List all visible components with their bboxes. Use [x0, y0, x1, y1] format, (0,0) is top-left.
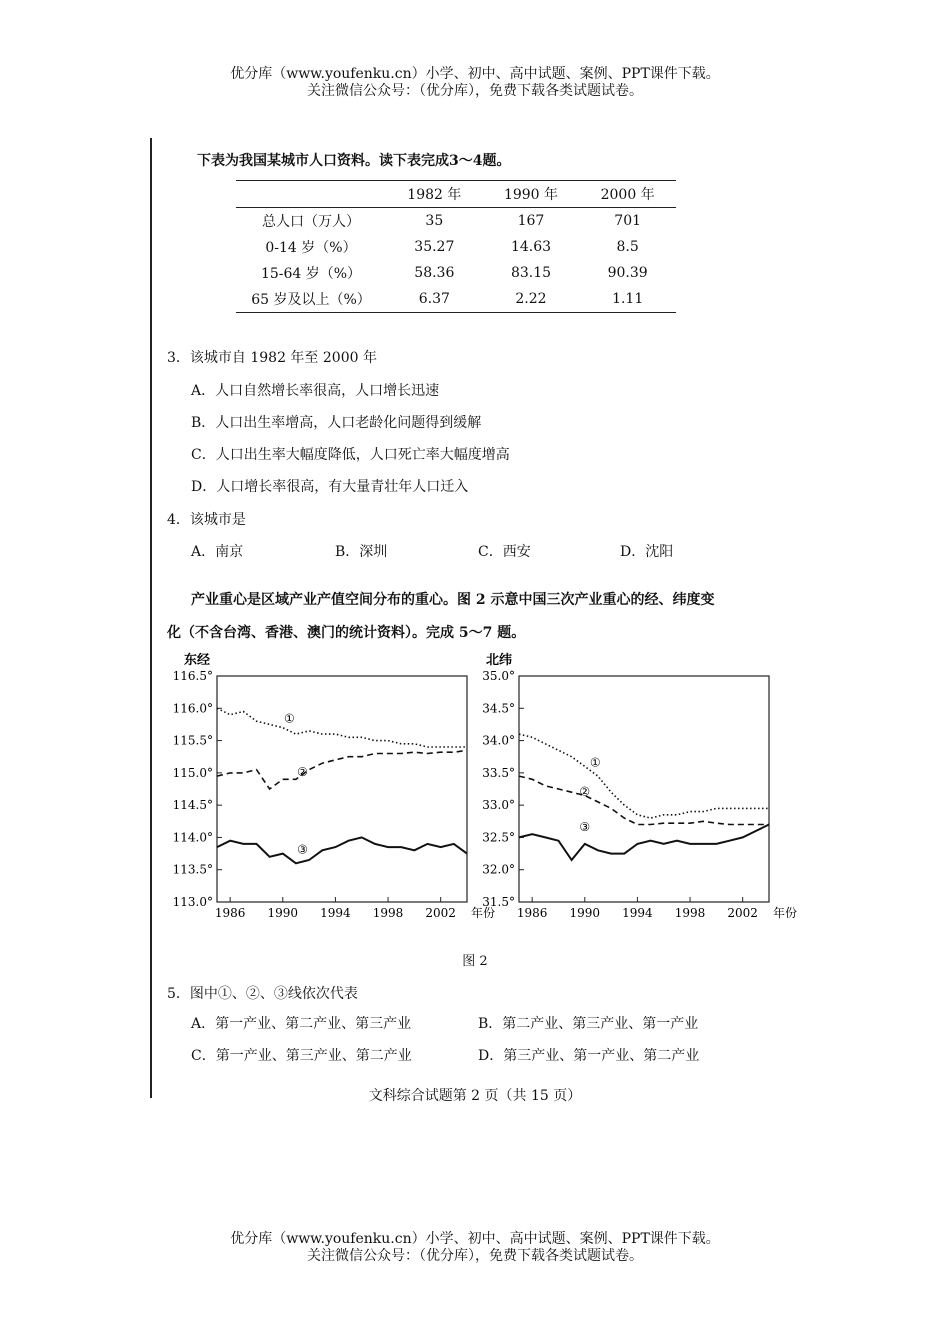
y-tick-label: 116.5° — [172, 669, 213, 683]
top-banner — [0, 66, 950, 100]
banner-line-1: 优分库（www.youfenku.cn）小学、初中、高中试题、案例、PPT课件下载。 — [230, 66, 720, 82]
y-tick-label: 114.0° — [172, 830, 213, 845]
series-line-3 — [217, 837, 467, 863]
q5-option-d[interactable]: D．第三产业、第一产业、第二产业 — [478, 1048, 700, 1064]
q4-option-d[interactable]: D．沈阳 — [620, 544, 674, 560]
plot-frame — [519, 676, 769, 902]
banner-line-1: 优分库（www.youfenku.cn）小学、初中、高中试题、案例、PPT课件下载。 — [230, 1231, 720, 1247]
q4-option-b[interactable]: B．深圳 — [335, 544, 388, 560]
chart-intro-line-1: 产业重心是区域产业产值空间分布的重心。图 2 示意中国三次产业重心的经、纬度变 — [191, 592, 715, 608]
table-cell: 35.27 — [414, 239, 455, 255]
chart-intro-line-2: 化（不含台湾、香港、澳门的统计资料）。完成 5～7 题。 — [167, 625, 526, 641]
x-tick-label: 1986 — [516, 906, 548, 920]
plot-frame — [217, 676, 467, 902]
q5-option-a[interactable]: A．第一产业、第二产业、第三产业 — [191, 1016, 412, 1032]
table-cell: 90.39 — [607, 265, 648, 281]
table-row — [236, 260, 676, 286]
table-header-row — [236, 181, 676, 208]
row-label: 0-14 岁（%） — [265, 240, 357, 256]
y-tick-label: 116.0° — [172, 701, 213, 716]
q4-option-a[interactable]: A．南京 — [191, 544, 244, 560]
row-label: 总人口（万人） — [262, 214, 360, 230]
table-row — [236, 286, 676, 313]
q5-option-b[interactable]: B．第二产业、第三产业、第一产业 — [478, 1016, 699, 1032]
y-tick-label: 33.5° — [482, 765, 515, 780]
table-cell: 6.37 — [386, 286, 483, 313]
x-tick-label: 2002 — [727, 906, 758, 920]
table-col-header: 1990 年 — [483, 181, 580, 208]
y-tick-label: 114.5° — [172, 798, 213, 813]
x-tick-label: 1994 — [320, 906, 351, 920]
series-label-2: ② — [579, 784, 591, 799]
q5-stem: 5．图中①、②、③线依次代表 — [167, 986, 358, 1002]
longitude-chart — [170, 646, 496, 936]
series-line-1 — [519, 734, 769, 818]
y-tick-label: 35.0° — [482, 669, 515, 683]
x-tick-label: 1994 — [622, 906, 653, 920]
population-table — [236, 180, 676, 313]
x-tick-label: 1990 — [569, 906, 601, 920]
banner-line-2: 关注微信公众号：（优分库），免费下载各类试题试卷。 — [307, 83, 643, 99]
table-col-header — [236, 181, 386, 208]
series-label-1: ① — [589, 755, 601, 770]
q4-option-c[interactable]: C．西安 — [478, 544, 531, 560]
x-tick-label: 1990 — [267, 906, 299, 920]
table-cell: 8.5 — [616, 239, 639, 255]
page-footer: 文科综合试题第 2 页（共 15 页） — [368, 1088, 582, 1104]
banner-line-2: 关注微信公众号：（优分库），免费下载各类试题试卷。 — [307, 1248, 643, 1264]
table-cell: 167 — [517, 213, 545, 229]
y-axis-title: 北纬 — [486, 653, 513, 668]
series-label-2: ② — [297, 765, 308, 780]
x-tick-label: 1998 — [674, 906, 706, 920]
table-row — [236, 234, 676, 260]
series-line-2 — [217, 750, 467, 789]
table-col-header: 1982 年 — [386, 181, 483, 208]
bottom-banner — [0, 1231, 950, 1265]
table-cell: 58.36 — [414, 265, 455, 281]
y-tick-label: 34.5° — [482, 701, 515, 716]
latitude-chart — [472, 646, 798, 936]
x-tick-label: 2002 — [425, 906, 456, 920]
table-cell: 14.63 — [510, 239, 552, 255]
table-intro: 下表为我国某城市人口资料。读下表完成3～4题。 — [197, 153, 511, 169]
x-tick-label: 1986 — [214, 906, 246, 920]
y-tick-label: 32.0° — [482, 862, 515, 877]
series-label-1: ① — [283, 711, 295, 726]
row-label: 65 岁及以上（%） — [236, 286, 386, 313]
table-cell: 701 — [614, 213, 642, 229]
table-cell: 1.11 — [579, 286, 676, 313]
q4-stem: 4．该城市是 — [167, 512, 246, 528]
y-tick-label: 115.5° — [172, 733, 213, 748]
series-line-1 — [217, 708, 467, 747]
figure-caption: 图 2 — [462, 954, 488, 969]
y-tick-label: 113.5° — [172, 862, 213, 877]
series-line-3 — [519, 825, 769, 861]
q3-option-a[interactable]: A．人口自然增长率很高，人口增长迅速 — [191, 383, 440, 399]
series-label-3: ③ — [579, 819, 591, 834]
y-tick-label: 113.0° — [172, 895, 213, 909]
x-axis-title: 年份 — [773, 906, 798, 920]
series-label-3: ③ — [297, 842, 308, 857]
y-tick-label: 31.5° — [482, 895, 515, 909]
x-tick-label: 1998 — [372, 906, 404, 920]
x-axis-title: 年份 — [471, 906, 496, 920]
y-axis-title: 东经 — [184, 653, 211, 668]
table-row — [236, 208, 676, 235]
row-label: 15-64 岁（%） — [260, 266, 362, 282]
y-tick-label: 33.0° — [482, 798, 515, 813]
y-tick-label: 32.5° — [482, 830, 515, 845]
table-cell: 2.22 — [483, 286, 580, 313]
table-col-header: 2000 年 — [579, 181, 676, 208]
q3-option-b[interactable]: B．人口出生率增高，人口老龄化问题得到缓解 — [191, 415, 482, 431]
q3-stem: 3．该城市自 1982 年至 2000 年 — [167, 350, 377, 366]
q3-option-c[interactable]: C．人口出生率大幅度降低，人口死亡率大幅度增高 — [191, 447, 510, 463]
table-cell: 35 — [425, 213, 444, 229]
y-tick-label: 34.0° — [482, 733, 515, 748]
q3-option-d[interactable]: D．人口增长率很高，有大量青壮年人口迁入 — [191, 479, 469, 495]
table-cell: 83.15 — [510, 265, 552, 281]
q5-option-c[interactable]: C．第一产业、第三产业、第二产业 — [191, 1048, 412, 1064]
y-tick-label: 115.0° — [172, 765, 213, 780]
